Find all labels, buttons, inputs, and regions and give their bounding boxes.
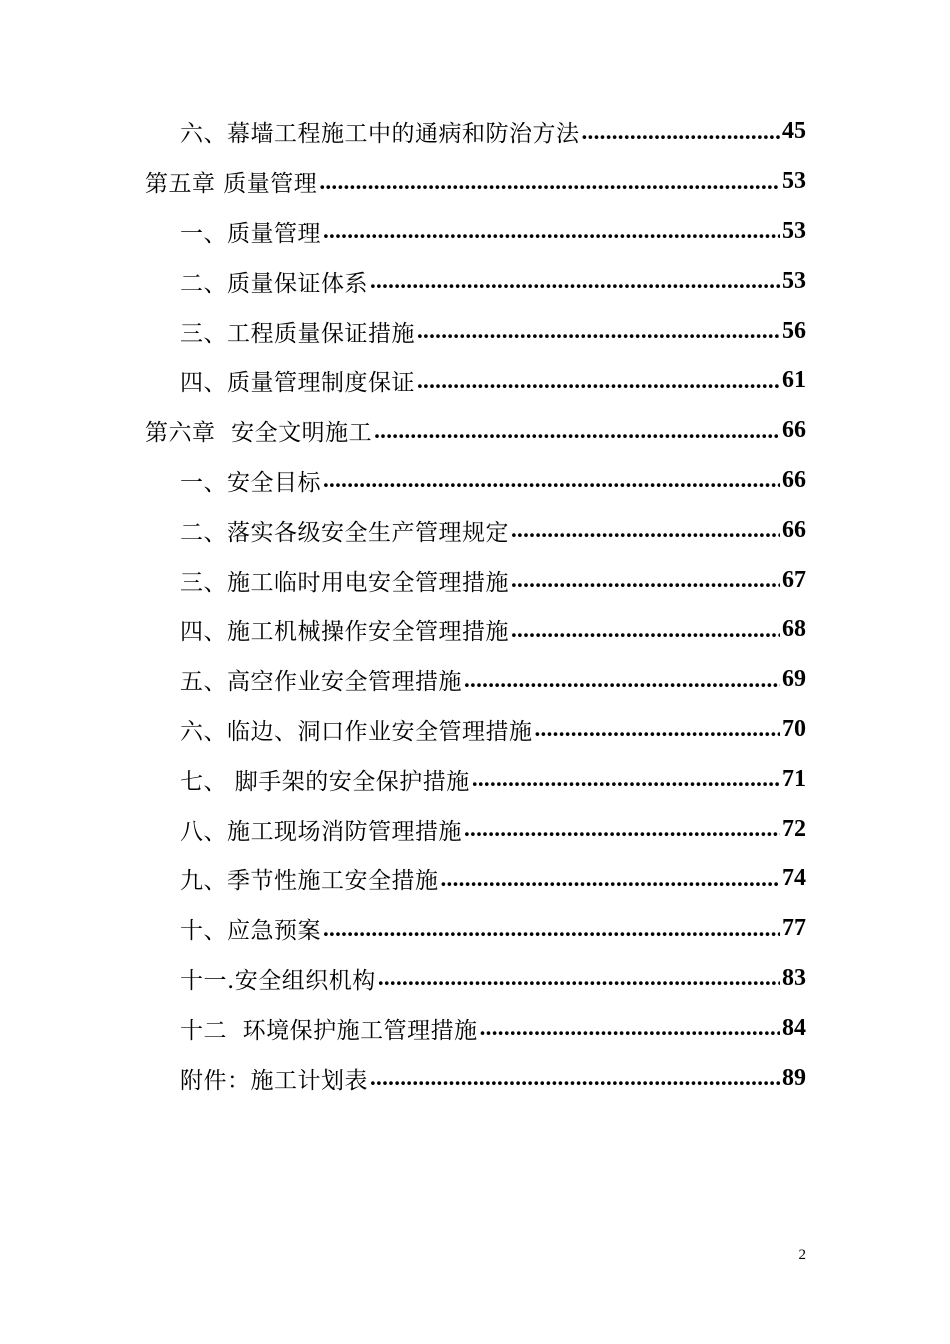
table-of-contents: [0, 107, 950, 1103]
toc-entry[interactable]: [0, 1053, 950, 1103]
toc-dot-leader: [464, 816, 780, 842]
toc-entry-page: 56: [782, 317, 806, 344]
toc-entry-title: 三、施工临时用电安全管理措施: [180, 569, 509, 596]
toc-dot-leader: [511, 567, 780, 593]
toc-dot-leader: [511, 517, 780, 543]
toc-entry-title: 三、工程质量保证措施: [180, 320, 415, 347]
page-number: 2: [798, 1247, 806, 1263]
toc-dot-leader: [417, 368, 780, 394]
toc-dot-leader: [323, 218, 780, 244]
toc-entry-page: 53: [782, 168, 806, 195]
toc-entry[interactable]: [0, 754, 950, 804]
toc-entry-page: 66: [782, 516, 806, 543]
toc-dot-leader: [535, 716, 781, 742]
toc-entry-title: 附件：施工计划表: [180, 1067, 368, 1094]
toc-dot-leader: [323, 467, 780, 493]
toc-dot-leader: [582, 119, 781, 145]
toc-entry-title: 一、安全目标: [180, 469, 321, 496]
toc-chapter-entry[interactable]: [0, 157, 950, 207]
toc-entry-title: 十一.安全组织机构: [180, 967, 376, 994]
toc-dot-leader: [323, 916, 780, 942]
toc-entry-page: 68: [782, 616, 806, 643]
toc-dot-leader: [370, 268, 780, 294]
toc-entry-page: 53: [782, 267, 806, 294]
toc-dot-leader: [417, 318, 780, 344]
toc-entry[interactable]: [0, 655, 950, 705]
toc-entry-title: 六、幕墙工程施工中的通病和防治方法: [180, 121, 580, 148]
toc-entry-title: 八、施工现场消防管理措施: [180, 818, 462, 845]
toc-entry[interactable]: [0, 207, 950, 257]
toc-entry[interactable]: [0, 256, 950, 306]
toc-entry-title: 五、高空作业安全管理措施: [180, 669, 462, 696]
toc-entry-page: 70: [782, 715, 806, 742]
toc-entry-page: 72: [782, 815, 806, 842]
toc-entry[interactable]: [0, 555, 950, 605]
toc-entry-page: 67: [782, 566, 806, 593]
toc-entry[interactable]: [0, 605, 950, 655]
toc-dot-leader: [464, 667, 780, 693]
toc-entry-page: 71: [782, 765, 806, 792]
toc-entry[interactable]: [0, 854, 950, 904]
toc-entry[interactable]: [0, 1003, 950, 1053]
toc-entry[interactable]: [0, 107, 950, 157]
toc-entry-title: 四、施工机械操作安全管理措施: [180, 619, 509, 646]
toc-entry[interactable]: [0, 356, 950, 406]
toc-entry-title: 七、 脚手架的安全保护措施: [180, 768, 470, 795]
toc-entry-page: 89: [782, 1064, 806, 1091]
toc-entry[interactable]: [0, 705, 950, 755]
toc-entry[interactable]: [0, 804, 950, 854]
toc-dot-leader: [319, 169, 780, 195]
toc-entry-title: 十、应急预案: [180, 918, 321, 945]
toc-dot-leader: [441, 866, 781, 892]
toc-entry-page: 69: [782, 666, 806, 693]
toc-entry-page: 61: [782, 367, 806, 394]
toc-entry-title: 九、季节性施工安全措施: [180, 868, 439, 895]
toc-dot-leader: [472, 766, 780, 792]
toc-entry-title: 第六章 安全文明施工: [145, 420, 373, 447]
toc-entry-page: 66: [782, 466, 806, 493]
toc-chapter-entry[interactable]: [0, 406, 950, 456]
toc-entry-title: 六、临边、洞口作业安全管理措施: [180, 718, 533, 745]
toc-entry[interactable]: [0, 904, 950, 954]
toc-dot-leader: [378, 965, 780, 991]
toc-dot-leader: [480, 1015, 780, 1041]
toc-entry[interactable]: [0, 456, 950, 506]
toc-entry-page: 66: [782, 417, 806, 444]
toc-entry-page: 45: [782, 118, 806, 145]
toc-entry-title: 第五章 质量管理: [145, 171, 318, 198]
toc-entry-title: 十二 环境保护施工管理措施: [180, 1017, 478, 1044]
toc-entry[interactable]: [0, 954, 950, 1004]
toc-entry[interactable]: [0, 505, 950, 555]
toc-entry[interactable]: [0, 306, 950, 356]
toc-entry-page: 74: [782, 865, 806, 892]
toc-entry-title: 一、质量管理: [180, 220, 321, 247]
toc-entry-page: 83: [782, 964, 806, 991]
toc-dot-leader: [374, 418, 780, 444]
toc-entry-title: 二、质量保证体系: [180, 270, 368, 297]
toc-dot-leader: [370, 1065, 780, 1091]
toc-entry-title: 四、质量管理制度保证: [180, 370, 415, 397]
toc-entry-title: 二、落实各级安全生产管理规定: [180, 519, 509, 546]
toc-entry-page: 53: [782, 217, 806, 244]
toc-dot-leader: [511, 617, 780, 643]
toc-entry-page: 77: [782, 915, 806, 942]
toc-entry-page: 84: [782, 1014, 806, 1041]
